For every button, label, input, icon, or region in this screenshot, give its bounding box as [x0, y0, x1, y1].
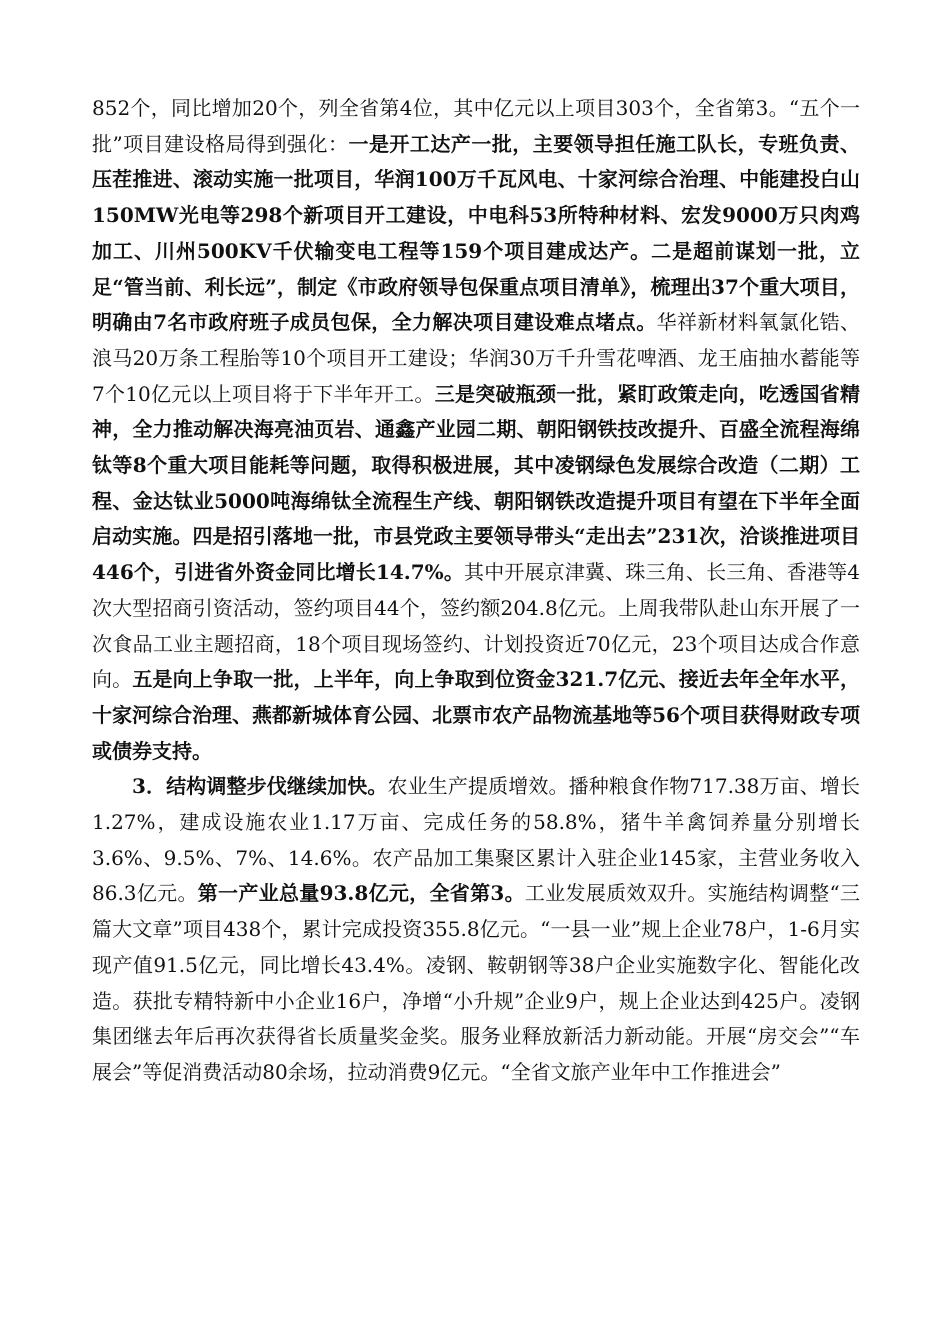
text-run-bold: 第一产业总量93.8亿元，全省第3。 [197, 881, 525, 906]
section-heading: 3．结构调整步伐继续加快。 [132, 774, 388, 799]
paragraph-project-construction [92, 91, 860, 769]
text-run-bold: 三是突破瓶颈一批，紧盯政策走向，吃透国省精神，全力推动解决海亮油页岩、通鑫产业园二期、朝阳钢铁技改提升、百盛全流程海绵钛等8个重大项目能耗等问题，取得积极进展，其中凌钢绿色发展综合改造（二期）工程、金达钛业5000吨海绵钛全流程生产线、朝阳钢铁改造提升项目有望在下半年全面启动实施。四是招引落地一批，市县党政主要领导带头“走出去”231次，洽谈推进项目446个，引进省外资金同比增长14.7%。 [92, 381, 860, 585]
text-run: 华祥新材料氧氯化锆、浪马20万条工程胎等10个项目开工建设；华润30万千升雪花啤酒、龙王庙抽水蓄能等7个10亿元以上项目将于下半年开工。 [92, 310, 861, 406]
text-run-bold: 一是开工达产一批，主要领导担任施工队长，专班负责、压茬推进、滚动实施一批项目，华润100万千瓦风电、十家河综合治理、中能建投白山150MW光电等298个新项目开工建设，中电科53所特种材料、宏发9000万只肉鸡加工、川州500KV千伏输变电工程等159个项目建成达产。二是超前谋划一批，立足“管当前、利长远”，制定《市政府领导包保重点项目清单》，梳理出37个重大项目，明确由7名市政府班子成员包保，全力解决项目建设难点堵点。 [92, 131, 860, 335]
document-page [92, 91, 860, 1091]
text-run: 农业生产提质增效。播种粮食作物717.38万亩、增长1.27%，建成设施农业1.17万亩、完成任务的58.8%，猪牛羊禽饲养量分别增长3.6%、9.5%、7%、14.6%。农产品加工集聚区累计入驻企业145家，主营业务收入86.3亿元。 [92, 774, 860, 906]
text-run: 工业发展质效双升。实施结构调整“三篇大文章”项目438个，累计完成投资355.8亿元。“一县一业”规上企业78户，1-6月实现产值91.5亿元，同比增长43.4%。凌钢、鞍朝钢等38户企业实施数字化、智能化改造。获批专精特新中小企业16户，净增“小升规”企业9户，规上企业达到425户。凌钢集团继去年后再次获得省长质量奖金奖。服务业释放新活力新动能。开展“房交会”“车展会”等促消费活动80余场，拉动消费9亿元。“全省文旅产业年中工作推进会” [92, 881, 860, 1084]
text-run: 852个，同比增加20个，列全省第4位，其中亿元以上项目303个，全省第3。“五个一批”项目建设格局得到强化： [92, 96, 860, 156]
text-run: 其中开展京津冀、珠三角、长三角、香港等4次大型招商引资活动，签约项目44个，签约额204.8亿元。上周我带队赴山东开展了一次食品工业主题招商，18个项目现场签约、计划投资近70亿元，23个项目达成合作意向。 [92, 560, 860, 692]
paragraph-structural-adjustment [92, 769, 860, 1090]
text-run-bold: 五是向上争取一批，上半年，向上争取到位资金321.7亿元、接近去年全年水平，十家河综合治理、燕都新城体育公园、北票市农产品物流基地等56个项目获得财政专项或债券支持。 [92, 667, 860, 763]
